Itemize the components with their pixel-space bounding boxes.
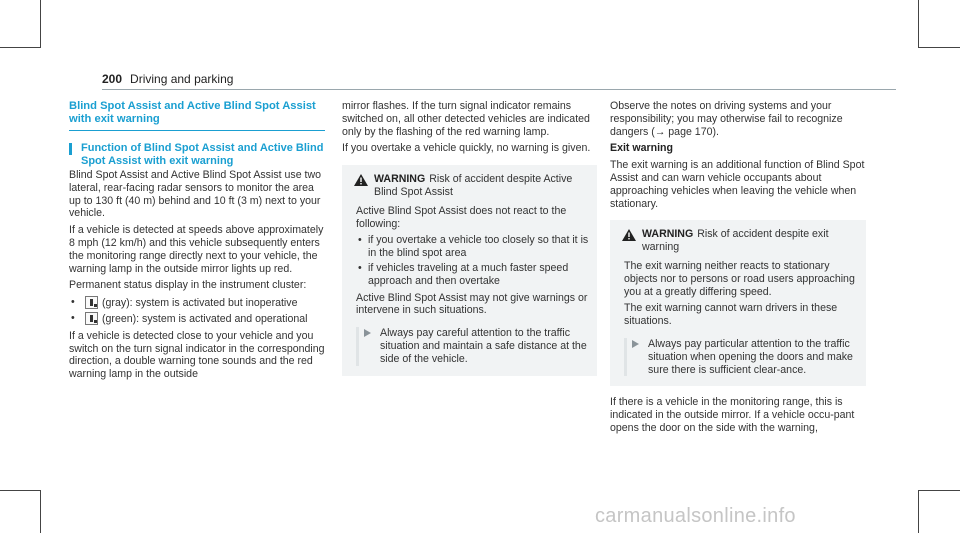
warning-triangle-icon: [622, 229, 636, 241]
paragraph: Active Blind Spot Assist does not react to the following:: [356, 204, 567, 230]
crop-mark: [918, 490, 960, 491]
paragraph: If there is a vehicle in the monitoring range, this is indicated in the outside mirror. If a vehicle occu-pant opens the door on the side with the warning,: [610, 396, 855, 434]
paragraph: Permanent status display in the instrument cluster:: [69, 279, 307, 292]
list-item: • if vehicles traveling at a much faster speed approach and then overtake: [358, 261, 569, 287]
crop-mark: [0, 47, 41, 48]
section-title: Blind Spot Assist and Active Blind Spot Assist with exit warning: [69, 100, 325, 131]
section-name: Driving and parking: [130, 72, 234, 86]
paragraph: If you overtake a vehicle quickly, no warning is given.: [342, 142, 591, 155]
paragraph: Observe the notes on driving systems and your responsibility; you may otherwise fail to recognize dangers (→ page 170).: [610, 100, 843, 138]
warning-label: WARNING: [374, 173, 426, 186]
column-1: [69, 100, 325, 385]
blind-spot-status-gray-icon: [85, 296, 98, 309]
paragraph: The exit warning is an additional function of Blind Spot Assist and can warn vehicle occupants about approaching vehicles when leaving the vehicle when stationary.: [610, 159, 865, 210]
warning-box: [342, 165, 597, 375]
tip-text: Always pay particular attention to the traffic situation when opening the doors and make sure there is sufficient clear-ance.: [648, 337, 853, 376]
warning-label: WARNING: [642, 228, 694, 241]
crop-mark: [918, 0, 919, 48]
crop-mark: [40, 0, 41, 48]
warning-list: [356, 234, 589, 287]
exit-warning-title: Exit warning: [610, 142, 673, 155]
watermark: carmanualsonline.info: [595, 505, 796, 527]
crop-mark: [918, 490, 919, 533]
warning-header: [618, 228, 858, 254]
paragraph: mirror flashes. If the turn signal indicator remains switched on, all other detected vehicles are indicated only by the flashing of the red warning lamp.: [342, 100, 590, 138]
warning-header: [350, 173, 589, 199]
paragraph: Active Blind Spot Assist may not give warnings or intervene in such situations.: [356, 291, 588, 317]
tip: [356, 327, 589, 365]
heading-bar: [69, 143, 72, 155]
tip-text: Always pay careful attention to the traffic situation and maintain a safe distance at the side of the vehicle.: [380, 327, 587, 365]
arrow-right-icon: [632, 340, 639, 348]
crop-mark: [0, 490, 41, 491]
crop-mark: [918, 47, 960, 48]
crop-mark: [40, 490, 41, 533]
paragraph: The exit warning neither reacts to stationary objects nor to persons or road users approaching you at a greatly differing speed.: [624, 259, 855, 298]
warning-box: [610, 220, 866, 386]
column-3: [610, 100, 866, 439]
arrow-right-icon: [364, 329, 371, 337]
header-rule: [102, 89, 896, 90]
list-item: • (gray): system is activated but inoperative: [71, 296, 298, 310]
warning-triangle-icon: [354, 174, 368, 186]
tip-rule: [356, 327, 359, 365]
column-2: [342, 100, 597, 376]
blind-spot-status-green-icon: [85, 312, 98, 325]
list-item: • (green): system is activated and operational: [71, 311, 308, 325]
status-list: [69, 296, 325, 326]
function-title: Function of Blind Spot Assist and Active Blind Spot Assist with exit warning: [69, 142, 325, 168]
tip-rule: [624, 338, 627, 376]
page-header: [102, 72, 233, 86]
warning-title: Risk of accident despite exit warning: [642, 228, 829, 254]
paragraph: If a vehicle is detected close to your vehicle and you switch on the turn signal indicator in the corresponding direction, a double warning tone sounds and the red warning lamp in the outside: [69, 329, 325, 381]
paragraph: The exit warning cannot warn drivers in these situations.: [624, 302, 838, 328]
tip: [624, 338, 858, 376]
page-number: 200: [102, 72, 123, 86]
list-item: • if you overtake a vehicle too closely so that it is in the blind spot area: [358, 234, 589, 260]
warning-title: Risk of accident despite Active Blind Spot Assist: [374, 173, 573, 198]
paragraph: Blind Spot Assist and Active Blind Spot Assist use two lateral, rear-facing radar sensors to monitor the area up to 130 ft (40 m) behind and 10 ft (3 m) next to your vehicle.: [69, 169, 322, 220]
paragraph: If a vehicle is detected at speeds above approximately 8 mph (12 km/h) and this vehicle subsequently enters the monitoring range directly next to your vehicle, the warning lamp in the outside mirror lights up red.: [69, 224, 324, 275]
